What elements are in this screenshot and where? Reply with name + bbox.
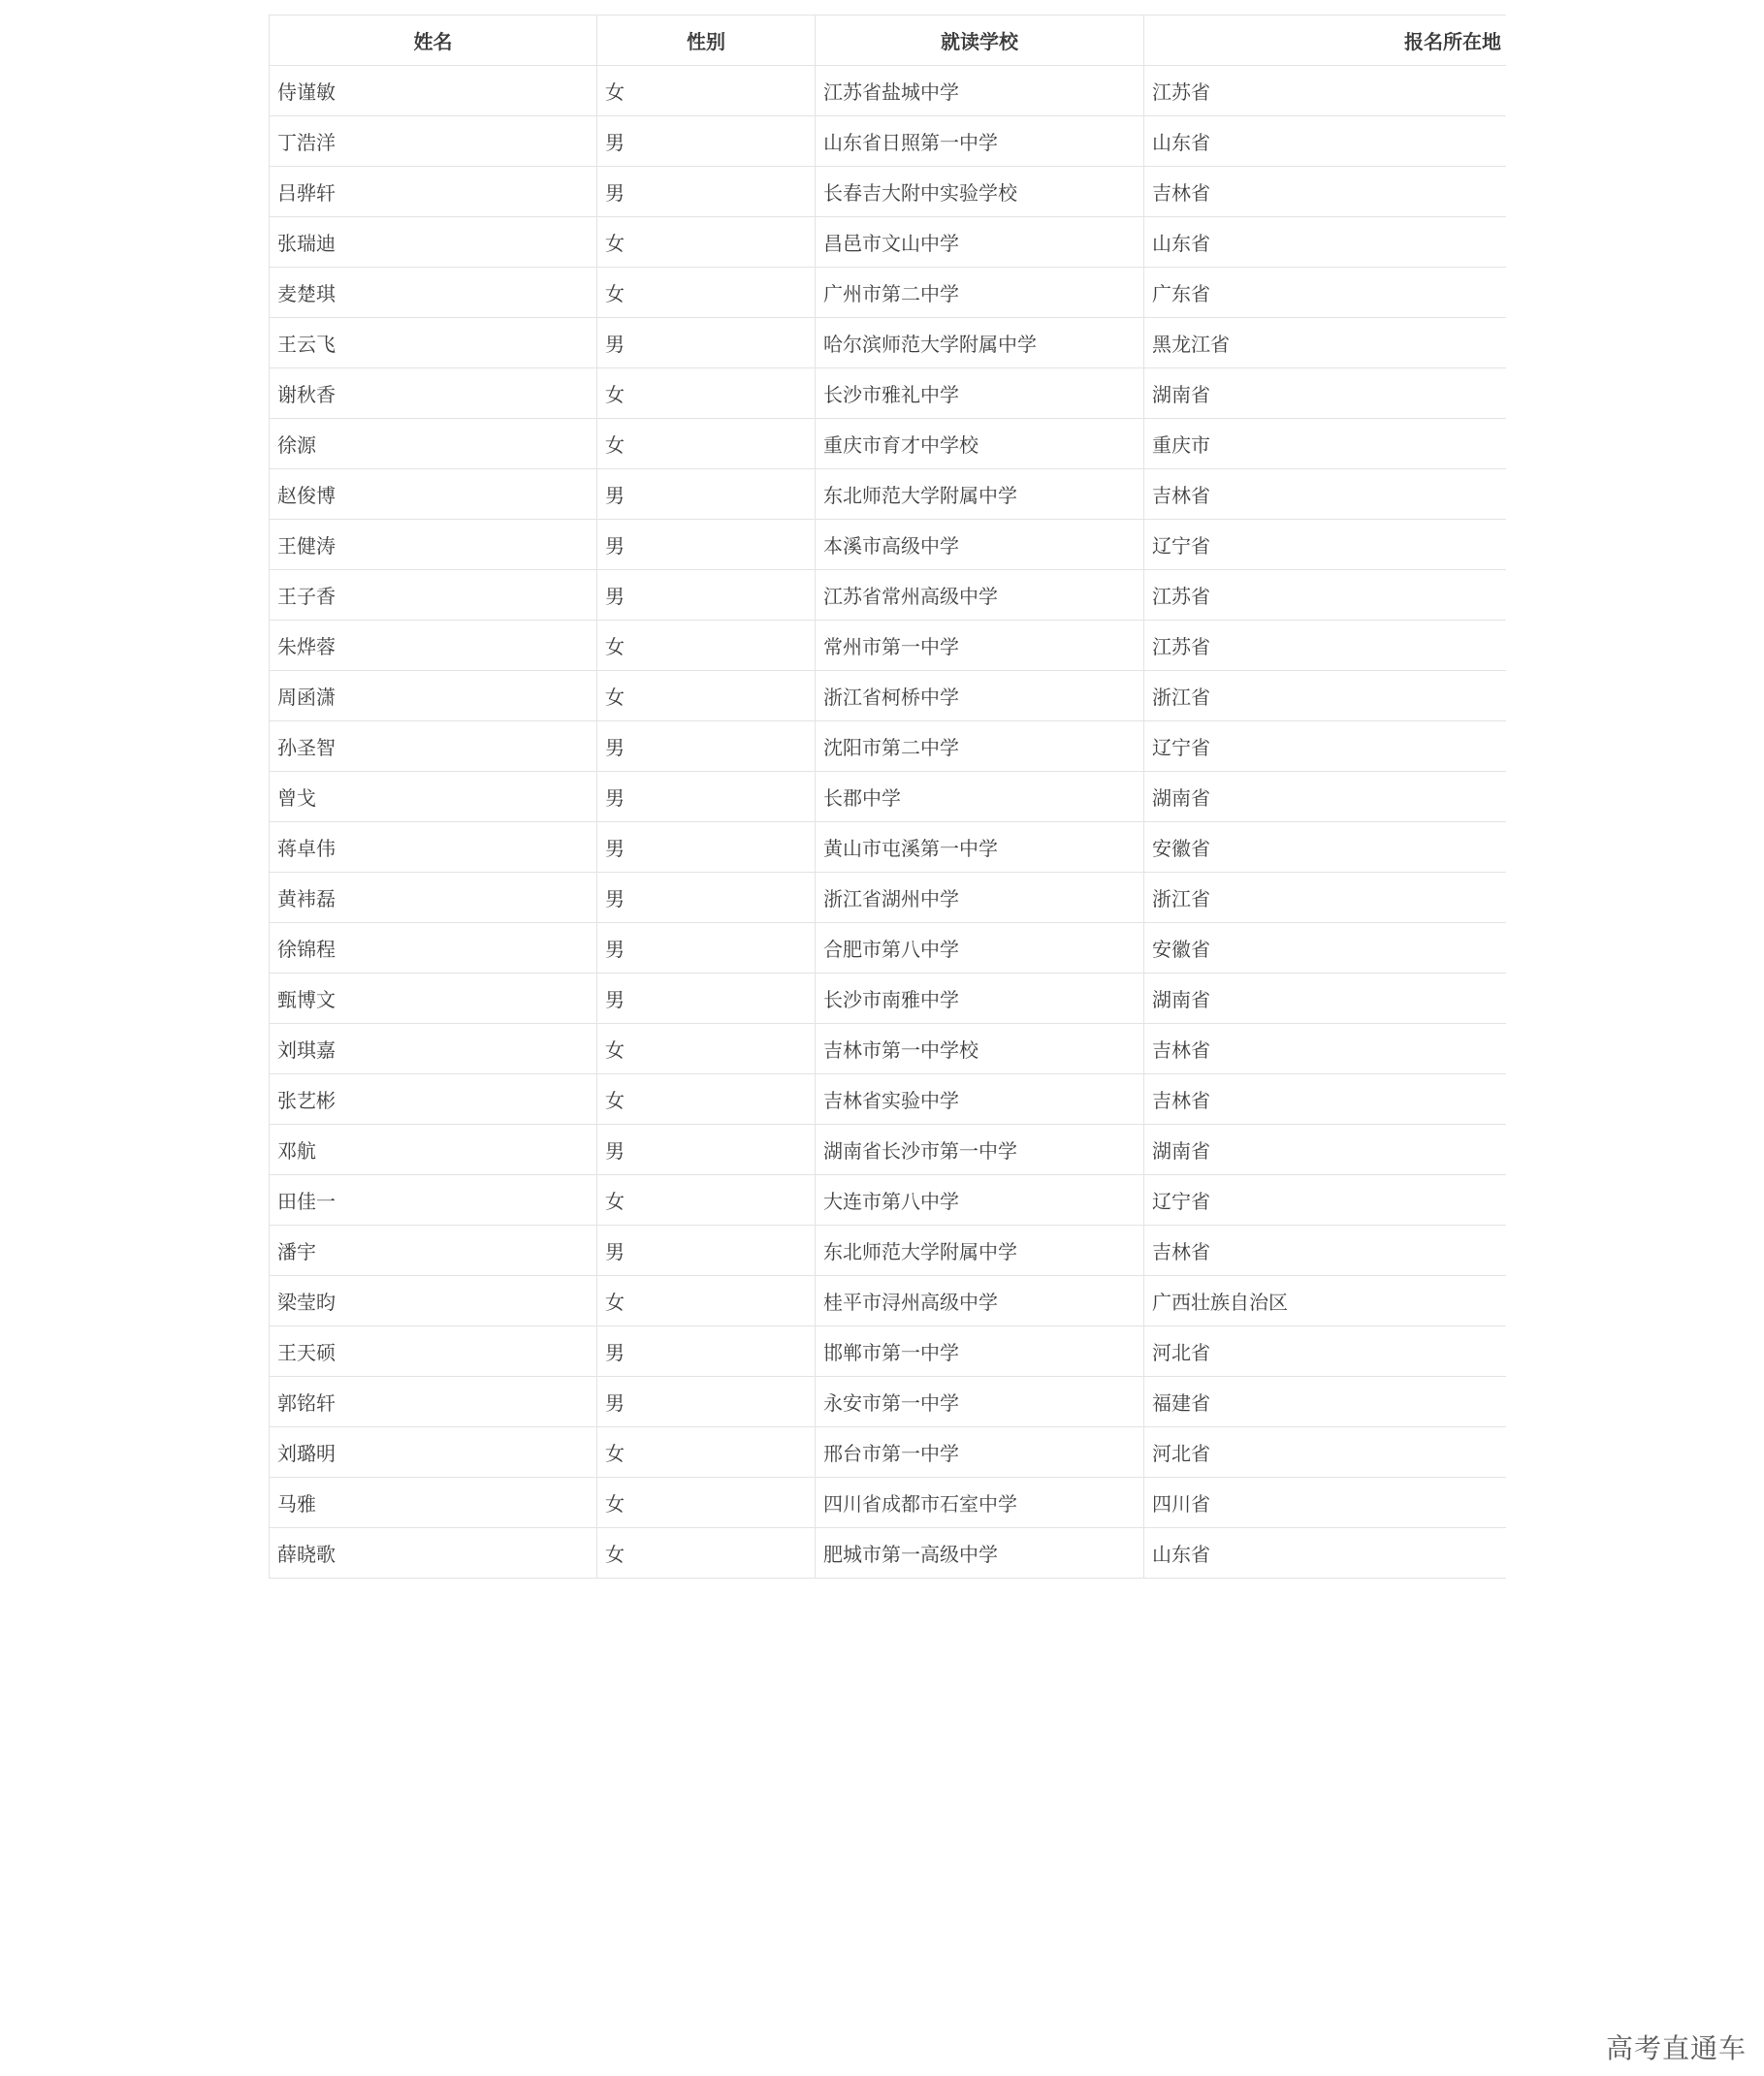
table-row — [270, 1478, 1507, 1528]
cell-school: 常州市第一中学 — [816, 621, 1144, 671]
table-row — [270, 469, 1507, 520]
cell-name: 侍谨敏 — [270, 66, 597, 116]
table-row — [270, 621, 1507, 671]
cell-name: 梁莹昀 — [270, 1276, 597, 1326]
cell-school: 湖南省长沙市第一中学 — [816, 1125, 1144, 1175]
table-row — [270, 268, 1507, 318]
cell-name: 吕骅轩 — [270, 167, 597, 217]
cell-school: 长沙市雅礼中学 — [816, 368, 1144, 419]
cell-school: 东北师范大学附属中学 — [816, 1226, 1144, 1276]
cell-school: 哈尔滨师范大学附属中学 — [816, 318, 1144, 368]
cell-region: 吉林省 — [1144, 1024, 1507, 1074]
table-row — [270, 1276, 1507, 1326]
cell-name: 孙圣智 — [270, 721, 597, 772]
cell-gender: 男 — [597, 1125, 816, 1175]
cell-gender: 男 — [597, 469, 816, 520]
cell-gender: 男 — [597, 1326, 816, 1377]
table-row — [270, 721, 1507, 772]
cell-region: 河北省 — [1144, 1427, 1507, 1478]
cell-region: 黑龙江省 — [1144, 318, 1507, 368]
cell-school: 吉林市第一中学校 — [816, 1024, 1144, 1074]
cell-school: 长沙市南雅中学 — [816, 974, 1144, 1024]
cell-gender: 男 — [597, 721, 816, 772]
table-row — [270, 217, 1507, 268]
header-row — [270, 16, 1507, 66]
cell-name: 张艺彬 — [270, 1074, 597, 1125]
cell-region: 吉林省 — [1144, 1074, 1507, 1125]
cell-gender: 女 — [597, 1074, 816, 1125]
header-name: 姓名 — [270, 16, 597, 66]
cell-name: 刘琪嘉 — [270, 1024, 597, 1074]
cell-school: 浙江省柯桥中学 — [816, 671, 1144, 721]
header-school: 就读学校 — [816, 16, 1144, 66]
students-table-container — [269, 15, 1506, 1579]
cell-gender: 男 — [597, 318, 816, 368]
cell-school: 广州市第二中学 — [816, 268, 1144, 318]
cell-name: 丁浩洋 — [270, 116, 597, 167]
cell-gender: 女 — [597, 368, 816, 419]
cell-school: 沈阳市第二中学 — [816, 721, 1144, 772]
cell-name: 马雅 — [270, 1478, 597, 1528]
cell-gender: 男 — [597, 923, 816, 974]
cell-name: 王云飞 — [270, 318, 597, 368]
cell-region: 吉林省 — [1144, 469, 1507, 520]
cell-name: 王健涛 — [270, 520, 597, 570]
cell-gender: 女 — [597, 1024, 816, 1074]
cell-school: 东北师范大学附属中学 — [816, 469, 1144, 520]
table-row — [270, 923, 1507, 974]
cell-region: 山东省 — [1144, 217, 1507, 268]
cell-region: 吉林省 — [1144, 1226, 1507, 1276]
cell-gender: 男 — [597, 873, 816, 923]
cell-school: 桂平市浔州高级中学 — [816, 1276, 1144, 1326]
cell-region: 江苏省 — [1144, 570, 1507, 621]
cell-region: 辽宁省 — [1144, 520, 1507, 570]
cell-school: 重庆市育才中学校 — [816, 419, 1144, 469]
cell-gender: 男 — [597, 1377, 816, 1427]
cell-name: 邓航 — [270, 1125, 597, 1175]
cell-gender: 男 — [597, 520, 816, 570]
cell-school: 永安市第一中学 — [816, 1377, 1144, 1427]
cell-school: 肥城市第一高级中学 — [816, 1528, 1144, 1579]
cell-name: 谢秋香 — [270, 368, 597, 419]
cell-gender: 女 — [597, 66, 816, 116]
cell-name: 王天硕 — [270, 1326, 597, 1377]
cell-gender: 男 — [597, 1226, 816, 1276]
table-row — [270, 116, 1507, 167]
cell-gender: 女 — [597, 1427, 816, 1478]
cell-gender: 女 — [597, 1528, 816, 1579]
cell-gender: 女 — [597, 1175, 816, 1226]
cell-region: 山东省 — [1144, 1528, 1507, 1579]
cell-name: 麦楚琪 — [270, 268, 597, 318]
cell-gender: 女 — [597, 671, 816, 721]
table-row — [270, 570, 1507, 621]
cell-region: 江苏省 — [1144, 621, 1507, 671]
cell-gender: 男 — [597, 167, 816, 217]
table-row — [270, 66, 1507, 116]
cell-region: 安徽省 — [1144, 923, 1507, 974]
cell-name: 田佳一 — [270, 1175, 597, 1226]
cell-region: 浙江省 — [1144, 873, 1507, 923]
cell-name: 王子香 — [270, 570, 597, 621]
cell-name: 赵俊博 — [270, 469, 597, 520]
cell-school: 本溪市高级中学 — [816, 520, 1144, 570]
table-row — [270, 671, 1507, 721]
cell-region: 湖南省 — [1144, 1125, 1507, 1175]
cell-school: 吉林省实验中学 — [816, 1074, 1144, 1125]
table-row — [270, 1226, 1507, 1276]
table-row — [270, 520, 1507, 570]
cell-school: 长郡中学 — [816, 772, 1144, 822]
cell-name: 刘璐明 — [270, 1427, 597, 1478]
table-row — [270, 974, 1507, 1024]
cell-region: 辽宁省 — [1144, 1175, 1507, 1226]
cell-name: 蒋卓伟 — [270, 822, 597, 873]
table-row — [270, 1175, 1507, 1226]
cell-gender: 女 — [597, 1276, 816, 1326]
cell-name: 曾戈 — [270, 772, 597, 822]
cell-school: 四川省成都市石室中学 — [816, 1478, 1144, 1528]
cell-school: 合肥市第八中学 — [816, 923, 1144, 974]
cell-region: 湖南省 — [1144, 772, 1507, 822]
table-row — [270, 772, 1507, 822]
cell-region: 广东省 — [1144, 268, 1507, 318]
table-body — [270, 66, 1507, 1579]
cell-school: 山东省日照第一中学 — [816, 116, 1144, 167]
watermark-logo-text: 高考直通车 — [1605, 2032, 1747, 2064]
table-row — [270, 1125, 1507, 1175]
cell-name: 黄袆磊 — [270, 873, 597, 923]
cell-gender: 男 — [597, 974, 816, 1024]
table-row — [270, 419, 1507, 469]
header-gender: 性别 — [597, 16, 816, 66]
cell-region: 吉林省 — [1144, 167, 1507, 217]
table-row — [270, 167, 1507, 217]
cell-region: 山东省 — [1144, 116, 1507, 167]
cell-region: 江苏省 — [1144, 66, 1507, 116]
cell-school: 长春吉大附中实验学校 — [816, 167, 1144, 217]
cell-name: 朱烨蓉 — [270, 621, 597, 671]
students-table — [269, 15, 1506, 1579]
table-header — [270, 16, 1507, 66]
cell-region: 辽宁省 — [1144, 721, 1507, 772]
cell-school: 邢台市第一中学 — [816, 1427, 1144, 1478]
cell-region: 浙江省 — [1144, 671, 1507, 721]
cell-school: 江苏省常州高级中学 — [816, 570, 1144, 621]
cell-region: 福建省 — [1144, 1377, 1507, 1427]
cell-region: 安徽省 — [1144, 822, 1507, 873]
cell-gender: 男 — [597, 570, 816, 621]
table-row — [270, 1377, 1507, 1427]
table-row — [270, 368, 1507, 419]
cell-name: 郭铭轩 — [270, 1377, 597, 1427]
cell-region: 湖南省 — [1144, 974, 1507, 1024]
cell-gender: 男 — [597, 822, 816, 873]
table-row — [270, 822, 1507, 873]
cell-gender: 女 — [597, 1478, 816, 1528]
cell-gender: 女 — [597, 217, 816, 268]
cell-name: 潘宇 — [270, 1226, 597, 1276]
table-row — [270, 1528, 1507, 1579]
table-row — [270, 1427, 1507, 1478]
cell-school: 昌邑市文山中学 — [816, 217, 1144, 268]
table-row — [270, 873, 1507, 923]
cell-school: 浙江省湖州中学 — [816, 873, 1144, 923]
table-row — [270, 1024, 1507, 1074]
cell-school: 江苏省盐城中学 — [816, 66, 1144, 116]
cell-region: 广西壮族自治区 — [1144, 1276, 1507, 1326]
cell-name: 徐源 — [270, 419, 597, 469]
cell-name: 张瑞迪 — [270, 217, 597, 268]
table-row — [270, 318, 1507, 368]
cell-gender: 女 — [597, 268, 816, 318]
cell-school: 大连市第八中学 — [816, 1175, 1144, 1226]
cell-region: 四川省 — [1144, 1478, 1507, 1528]
cell-name: 周函潇 — [270, 671, 597, 721]
cell-region: 湖南省 — [1144, 368, 1507, 419]
cell-region: 重庆市 — [1144, 419, 1507, 469]
cell-school: 邯郸市第一中学 — [816, 1326, 1144, 1377]
cell-region: 河北省 — [1144, 1326, 1507, 1377]
cell-name: 薛晓歌 — [270, 1528, 597, 1579]
header-region: 报名所在地 — [1144, 16, 1507, 66]
table-row — [270, 1074, 1507, 1125]
cell-school: 黄山市屯溪第一中学 — [816, 822, 1144, 873]
table-row — [270, 1326, 1507, 1377]
cell-name: 徐锦程 — [270, 923, 597, 974]
cell-gender: 女 — [597, 419, 816, 469]
cell-name: 甄博文 — [270, 974, 597, 1024]
cell-gender: 男 — [597, 772, 816, 822]
cell-gender: 男 — [597, 116, 816, 167]
cell-gender: 女 — [597, 621, 816, 671]
